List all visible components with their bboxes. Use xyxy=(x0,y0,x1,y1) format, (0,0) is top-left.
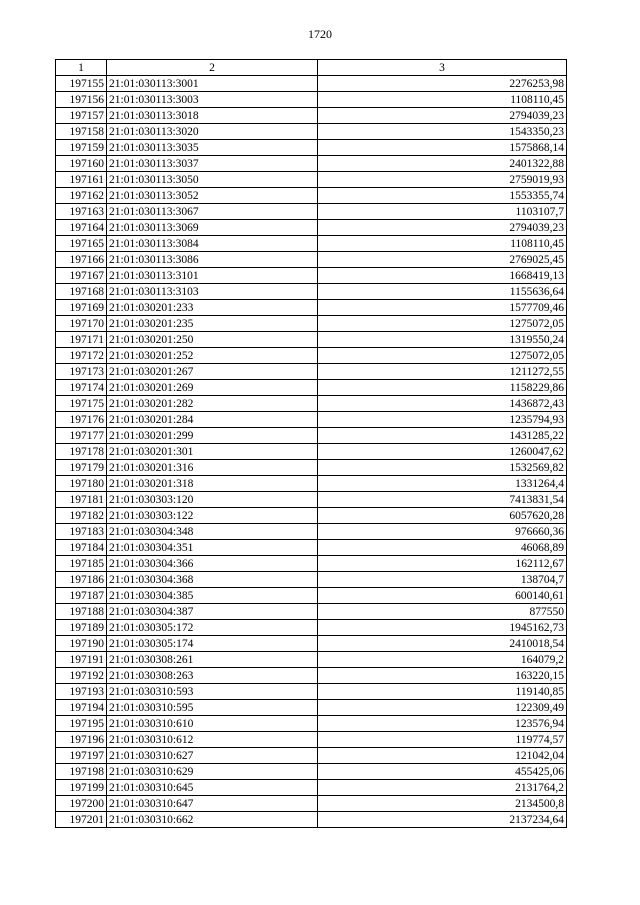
table-row xyxy=(56,668,567,684)
table-row xyxy=(56,428,567,444)
cadastral-value: 1575868,14 xyxy=(318,140,567,156)
table-row xyxy=(56,108,567,124)
row-number: 197155 xyxy=(56,76,107,92)
table-row xyxy=(56,380,567,396)
cadastral-value: 1577709,46 xyxy=(318,300,567,316)
table-row xyxy=(56,572,567,588)
cadastral-number: 21:01:030310:612 xyxy=(107,732,318,748)
cadastral-value: 121042,04 xyxy=(318,748,567,764)
cadastral-number: 21:01:030310:662 xyxy=(107,812,318,828)
row-number: 197201 xyxy=(56,812,107,828)
cadastral-value: 119774,57 xyxy=(318,732,567,748)
table-row xyxy=(56,460,567,476)
row-number: 197189 xyxy=(56,620,107,636)
cadastral-number: 21:01:030113:3084 xyxy=(107,236,318,252)
table-row xyxy=(56,540,567,556)
cadastral-value: 455425,06 xyxy=(318,764,567,780)
column-header-1: 1 xyxy=(56,60,107,76)
cadastral-value: 877550 xyxy=(318,604,567,620)
table-row xyxy=(56,524,567,540)
cadastral-value: 162112,67 xyxy=(318,556,567,572)
cadastral-number: 21:01:030201:267 xyxy=(107,364,318,380)
table-row xyxy=(56,124,567,140)
table-row xyxy=(56,92,567,108)
table-row xyxy=(56,252,567,268)
row-number: 197175 xyxy=(56,396,107,412)
cadastral-value: 2401322,88 xyxy=(318,156,567,172)
row-number: 197199 xyxy=(56,780,107,796)
cadastral-value: 1275072,05 xyxy=(318,348,567,364)
cadastral-number: 21:01:030305:172 xyxy=(107,620,318,636)
cadastral-number: 21:01:030113:3050 xyxy=(107,172,318,188)
table-row xyxy=(56,812,567,828)
table-row xyxy=(56,348,567,364)
table-row xyxy=(56,236,567,252)
table-row xyxy=(56,220,567,236)
cadastral-value: 2276253,98 xyxy=(318,76,567,92)
table-body xyxy=(56,76,567,828)
table-row xyxy=(56,364,567,380)
table-row xyxy=(56,588,567,604)
table-row xyxy=(56,492,567,508)
cadastral-number: 21:01:030113:3103 xyxy=(107,284,318,300)
cadastral-value: 7413831,54 xyxy=(318,492,567,508)
cadastral-number: 21:01:030201:233 xyxy=(107,300,318,316)
row-number: 197178 xyxy=(56,444,107,460)
cadastral-value: 1158229,86 xyxy=(318,380,567,396)
cadastral-value: 1275072,05 xyxy=(318,316,567,332)
cadastral-number: 21:01:030113:3018 xyxy=(107,108,318,124)
cadastral-value: 1155636,64 xyxy=(318,284,567,300)
table-row xyxy=(56,716,567,732)
row-number: 197167 xyxy=(56,268,107,284)
row-number: 197177 xyxy=(56,428,107,444)
cadastral-number: 21:01:030304:366 xyxy=(107,556,318,572)
row-number: 197174 xyxy=(56,380,107,396)
cadastral-number: 21:01:030310:647 xyxy=(107,796,318,812)
row-number: 197179 xyxy=(56,460,107,476)
row-number: 197160 xyxy=(56,156,107,172)
cadastral-value: 6057620,28 xyxy=(318,508,567,524)
cadastral-number: 21:01:030113:3001 xyxy=(107,76,318,92)
row-number: 197173 xyxy=(56,364,107,380)
table-row xyxy=(56,732,567,748)
cadastral-number: 21:01:030310:627 xyxy=(107,748,318,764)
row-number: 197156 xyxy=(56,92,107,108)
row-number: 197164 xyxy=(56,220,107,236)
table-row xyxy=(56,412,567,428)
cadastral-value: 2410018,54 xyxy=(318,636,567,652)
table-row xyxy=(56,700,567,716)
cadastral-value: 1668419,13 xyxy=(318,268,567,284)
cadastral-value: 164079,2 xyxy=(318,652,567,668)
cadastral-value: 1945162,73 xyxy=(318,620,567,636)
cadastral-number: 21:01:030304:351 xyxy=(107,540,318,556)
column-header-2: 2 xyxy=(107,60,318,76)
cadastral-number: 21:01:030310:610 xyxy=(107,716,318,732)
table-row xyxy=(56,284,567,300)
row-number: 197182 xyxy=(56,508,107,524)
row-number: 197168 xyxy=(56,284,107,300)
cadastral-number: 21:01:030201:250 xyxy=(107,332,318,348)
table-row xyxy=(56,204,567,220)
table-row xyxy=(56,444,567,460)
column-header-3: 3 xyxy=(318,60,567,76)
cadastral-number: 21:01:030113:3069 xyxy=(107,220,318,236)
cadastral-value: 2759019,93 xyxy=(318,172,567,188)
cadastral-value: 46068,89 xyxy=(318,540,567,556)
table-row xyxy=(56,684,567,700)
row-number: 197180 xyxy=(56,476,107,492)
row-number: 197186 xyxy=(56,572,107,588)
cadastral-value: 2769025,45 xyxy=(318,252,567,268)
cadastral-value: 138704,7 xyxy=(318,572,567,588)
row-number: 197188 xyxy=(56,604,107,620)
cadastral-number: 21:01:030201:235 xyxy=(107,316,318,332)
row-number: 197169 xyxy=(56,300,107,316)
cadastral-value: 1260047,62 xyxy=(318,444,567,460)
cadastral-value: 2794039,23 xyxy=(318,220,567,236)
cadastral-number: 21:01:030310:593 xyxy=(107,684,318,700)
table-row xyxy=(56,796,567,812)
table-row xyxy=(56,316,567,332)
table-row xyxy=(56,268,567,284)
table-row xyxy=(56,748,567,764)
table-row xyxy=(56,780,567,796)
cadastral-value: 1319550,24 xyxy=(318,332,567,348)
cadastral-number: 21:01:030308:261 xyxy=(107,652,318,668)
cadastral-value: 2134500,8 xyxy=(318,796,567,812)
cadastral-number: 21:01:030113:3101 xyxy=(107,268,318,284)
cadastral-number: 21:01:030304:385 xyxy=(107,588,318,604)
table-row xyxy=(56,508,567,524)
row-number: 197194 xyxy=(56,700,107,716)
row-number: 197157 xyxy=(56,108,107,124)
cadastral-number: 21:01:030304:348 xyxy=(107,524,318,540)
row-number: 197162 xyxy=(56,188,107,204)
cadastral-number: 21:01:030201:282 xyxy=(107,396,318,412)
cadastral-number: 21:01:030308:263 xyxy=(107,668,318,684)
row-number: 197190 xyxy=(56,636,107,652)
cadastral-value: 1553355,74 xyxy=(318,188,567,204)
cadastral-number: 21:01:030304:368 xyxy=(107,572,318,588)
table-row xyxy=(56,396,567,412)
cadastral-value: 1103107,7 xyxy=(318,204,567,220)
table-row xyxy=(56,620,567,636)
cadastral-number: 21:01:030201:252 xyxy=(107,348,318,364)
cadastral-value: 1532569,82 xyxy=(318,460,567,476)
row-number: 197172 xyxy=(56,348,107,364)
cadastral-value: 600140,61 xyxy=(318,588,567,604)
cadastral-value: 2794039,23 xyxy=(318,108,567,124)
table-row xyxy=(56,172,567,188)
row-number: 197170 xyxy=(56,316,107,332)
cadastral-value: 1211272,55 xyxy=(318,364,567,380)
cadastral-number: 21:01:030113:3003 xyxy=(107,92,318,108)
cadastral-value: 122309,49 xyxy=(318,700,567,716)
cadastral-number: 21:01:030310:595 xyxy=(107,700,318,716)
table-row xyxy=(56,476,567,492)
row-number: 197187 xyxy=(56,588,107,604)
cadastral-value: 163220,15 xyxy=(318,668,567,684)
table-row xyxy=(56,764,567,780)
cadastral-number: 21:01:030310:645 xyxy=(107,780,318,796)
table-row xyxy=(56,188,567,204)
cadastral-value-table xyxy=(55,59,567,828)
table-row xyxy=(56,156,567,172)
cadastral-value: 119140,85 xyxy=(318,684,567,700)
cadastral-number: 21:01:030303:120 xyxy=(107,492,318,508)
row-number: 197158 xyxy=(56,124,107,140)
table-header xyxy=(56,60,567,76)
cadastral-value: 123576,94 xyxy=(318,716,567,732)
cadastral-number: 21:01:030201:301 xyxy=(107,444,318,460)
row-number: 197193 xyxy=(56,684,107,700)
cadastral-number: 21:01:030201:316 xyxy=(107,460,318,476)
table-row xyxy=(56,300,567,316)
cadastral-number: 21:01:030304:387 xyxy=(107,604,318,620)
table-row xyxy=(56,652,567,668)
row-number: 197176 xyxy=(56,412,107,428)
cadastral-number: 21:01:030113:3067 xyxy=(107,204,318,220)
cadastral-value: 2131764,2 xyxy=(318,780,567,796)
row-number: 197163 xyxy=(56,204,107,220)
cadastral-number: 21:01:030201:284 xyxy=(107,412,318,428)
cadastral-number: 21:01:030113:3086 xyxy=(107,252,318,268)
table-row xyxy=(56,332,567,348)
row-number: 197161 xyxy=(56,172,107,188)
row-number: 197171 xyxy=(56,332,107,348)
cadastral-number: 21:01:030303:122 xyxy=(107,508,318,524)
header-row xyxy=(56,60,567,76)
table-row xyxy=(56,76,567,92)
row-number: 197185 xyxy=(56,556,107,572)
row-number: 197184 xyxy=(56,540,107,556)
cadastral-number: 21:01:030201:318 xyxy=(107,476,318,492)
table-row xyxy=(56,556,567,572)
table-row xyxy=(56,604,567,620)
row-number: 197183 xyxy=(56,524,107,540)
cadastral-value: 1543350,23 xyxy=(318,124,567,140)
row-number: 197198 xyxy=(56,764,107,780)
cadastral-value: 1108110,45 xyxy=(318,92,567,108)
row-number: 197200 xyxy=(56,796,107,812)
cadastral-number: 21:01:030113:3037 xyxy=(107,156,318,172)
page-number: 1720 xyxy=(308,27,332,41)
cadastral-value: 1108110,45 xyxy=(318,236,567,252)
cadastral-value: 976660,36 xyxy=(318,524,567,540)
cadastral-value: 1436872,43 xyxy=(318,396,567,412)
row-number: 197197 xyxy=(56,748,107,764)
cadastral-value: 2137234,64 xyxy=(318,812,567,828)
row-number: 197191 xyxy=(56,652,107,668)
cadastral-number: 21:01:030113:3052 xyxy=(107,188,318,204)
cadastral-number: 21:01:030113:3020 xyxy=(107,124,318,140)
row-number: 197192 xyxy=(56,668,107,684)
table-row xyxy=(56,636,567,652)
cadastral-number: 21:01:030305:174 xyxy=(107,636,318,652)
cadastral-value: 1235794,93 xyxy=(318,412,567,428)
row-number: 197196 xyxy=(56,732,107,748)
row-number: 197166 xyxy=(56,252,107,268)
row-number: 197165 xyxy=(56,236,107,252)
row-number: 197181 xyxy=(56,492,107,508)
cadastral-number: 21:01:030201:299 xyxy=(107,428,318,444)
row-number: 197195 xyxy=(56,716,107,732)
table-row xyxy=(56,140,567,156)
row-number: 197159 xyxy=(56,140,107,156)
cadastral-number: 21:01:030113:3035 xyxy=(107,140,318,156)
cadastral-number: 21:01:030201:269 xyxy=(107,380,318,396)
cadastral-value: 1431285,22 xyxy=(318,428,567,444)
cadastral-number: 21:01:030310:629 xyxy=(107,764,318,780)
cadastral-value: 1331264,4 xyxy=(318,476,567,492)
